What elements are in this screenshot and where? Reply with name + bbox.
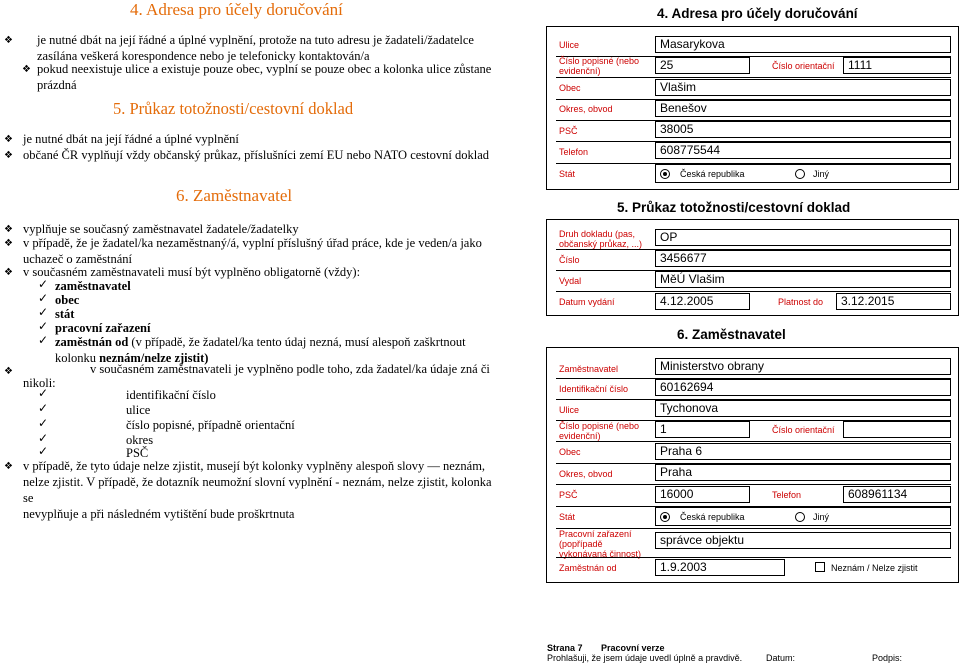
check-icon: ✓ (38, 333, 49, 347)
psc-field[interactable]: 38005 (655, 121, 951, 138)
co6-label: Číslo orientační (772, 425, 835, 435)
cp-label: Číslo popisné (nebo evidenční) (559, 56, 640, 76)
stat-cz-label: Česká republika (680, 169, 745, 179)
bullet-icon: ❖ (4, 35, 13, 46)
check-icon: ✓ (38, 305, 49, 319)
row-divider (556, 557, 951, 558)
stat-label: Stát (559, 169, 576, 179)
okres-field[interactable]: Benešov (655, 100, 951, 117)
check-icon: ✓ (38, 291, 49, 305)
footer-version: Pracovní verze (601, 643, 665, 653)
datum-vydani-field[interactable]: 4.12.2005 (655, 293, 750, 310)
obec-field[interactable]: Vlašim (655, 79, 951, 96)
bullet-icon: ❖ (4, 134, 13, 145)
opt-item-1: identifikační číslo (126, 388, 216, 402)
check-icon: ✓ (38, 277, 49, 291)
stat-other-label: Jiný (813, 169, 830, 179)
vydal-label: Vydal (559, 276, 582, 286)
opt-item-4: okres (126, 433, 154, 447)
bullet-icon: ❖ (4, 267, 13, 278)
footer-signature: Podpis: (872, 653, 903, 663)
psc6-field[interactable]: 16000 (655, 486, 750, 503)
opt-item-2: ulice (126, 403, 151, 417)
druh-field[interactable]: OP (655, 229, 951, 246)
telefon-field[interactable]: 608775544 (655, 142, 951, 159)
bullet-icon: ❖ (4, 461, 13, 472)
s6-bullet-1: vyplňuje se současný zaměstnavatel žadatele/žadatelky (23, 222, 299, 236)
radio-other-country[interactable] (795, 169, 805, 179)
s6-bullet-3: v současném zaměstnavateli musí být vyplněno obligatorně (vždy): (23, 265, 361, 279)
stat6-other-label: Jiný (813, 512, 830, 522)
s6-bullet-4: v současném zaměstnavateli je vyplněno podle toho, zda žadatel/ka údaje zná či (90, 362, 490, 376)
req-item-1: zaměstnavatel (55, 279, 131, 293)
obec6-label: Obec (559, 447, 581, 457)
cp6-label: Číslo popisné (nebo evidenční) (559, 421, 640, 441)
stat6-label: Stát (559, 512, 576, 522)
prac-label: Pracovní zařazení (popřípadě vykonávaná činnost) (559, 529, 642, 559)
cislo-label: Číslo (559, 255, 580, 265)
co-field[interactable]: 1111 (843, 57, 951, 74)
cp6-field[interactable]: 1 (655, 421, 750, 438)
psc6-label: PSČ (559, 490, 578, 500)
ulice-label: Ulice (559, 40, 580, 50)
bullet-icon: ❖ (4, 366, 13, 377)
zamod-label: Zaměstnán od (559, 563, 617, 573)
ulice-field[interactable]: Masarykova (655, 36, 951, 53)
check-icon: ✓ (38, 416, 49, 430)
s6-bullet-5: v případě, že tyto údaje nelze zjistit, musejí být kolonky vyplněny alespoň slovy — neznám, nelze zjistit. V případě, že dotazník neumožní slovní vyplnění - neznám, nelze zjistit, kolonka se nevyplňuje a při následném vytištění bude proškrtnuta (23, 459, 492, 521)
req-item-4: pracovní zařazení (55, 321, 151, 335)
telefon-label: Telefon (559, 147, 589, 157)
zamod-field[interactable]: 1.9.2003 (655, 559, 785, 576)
s6-bullet-4b: nikoli: (23, 376, 56, 390)
tel6-label: Telefon (772, 490, 802, 500)
section-5-heading: 5. Průkaz totožnosti/cestovní doklad (113, 99, 354, 118)
row-divider (556, 484, 951, 485)
ic-field[interactable]: 60162694 (655, 379, 951, 396)
tel6-field[interactable]: 608961134 (843, 486, 951, 503)
check-icon: ✓ (38, 444, 49, 458)
okres6-label: Okres, obvod (559, 469, 613, 479)
radio-czech-republic[interactable] (660, 169, 670, 179)
section-6-heading: 6. Zaměstnavatel (176, 186, 293, 205)
row-divider (556, 441, 951, 442)
req-item-5: zaměstnán od (v případě, že žadatel/ka tento údaj nezná, musí alespoň zaškrtnout kolonku neznám/nelze zjistit) (55, 335, 466, 365)
obec6-field[interactable]: Praha 6 (655, 443, 951, 460)
footer-page: Strana 7 (547, 643, 583, 653)
s4-bullet-1: je nutné dbát na její řádné a úplné vyplnění, protože na tuto adresu je žadateli/žadatelce zasílána veškerá korespondence nebo je telefonicky kontaktován/a (37, 33, 474, 63)
s5-bullet-2: občané ČR vyplňují vždy občanský průkaz, příslušníci zemí EU nebo NATO cestovní doklad (23, 148, 489, 162)
vydal-field[interactable]: MěÚ Vlašim (655, 271, 951, 288)
okres6-field[interactable]: Praha (655, 464, 951, 481)
datum-vydani-label: Datum vydání (559, 297, 615, 307)
radio-czech-republic-6[interactable] (660, 512, 670, 522)
druh-label: Druh dokladu (pas, občanský průkaz, ...) (559, 229, 643, 249)
check-icon: ✓ (38, 431, 49, 445)
platnost-field[interactable]: 3.12.2015 (836, 293, 951, 310)
cp-field[interactable]: 25 (655, 57, 750, 74)
unknown-checkbox[interactable] (815, 562, 825, 572)
co6-field[interactable] (843, 421, 951, 438)
ulice6-field[interactable]: Tychonova (655, 400, 951, 417)
platnost-label: Platnost do (778, 297, 824, 307)
opt-item-5: PSČ (126, 446, 149, 460)
footer-declaration: Prohlašuji, že jsem údaje uvedl úplně a pravdivě. (547, 653, 743, 663)
row-divider (556, 291, 951, 292)
check-icon: ✓ (38, 401, 49, 415)
req-item-3: stát (55, 307, 75, 321)
bullet-icon: ❖ (4, 150, 13, 161)
row-divider (556, 77, 951, 78)
ulice6-label: Ulice (559, 405, 580, 415)
bullet-icon: ❖ (4, 238, 13, 249)
form-section-4-heading: 4. Adresa pro účely doručování (657, 6, 858, 21)
prac-field[interactable]: správce objektu (655, 532, 951, 549)
ic-label: Identifikační číslo (559, 384, 629, 394)
unknown-label: Neznám / Nelze zjistit (831, 563, 918, 573)
okres-label: Okres, obvod (559, 104, 613, 114)
obec-label: Obec (559, 83, 581, 93)
s4-bullet-2: pokud neexistuje ulice a existuje pouze obec, vyplní se pouze obec a kolonka ulice zůstane prázdná (37, 62, 492, 92)
stat6-cz-label: Česká republika (680, 512, 745, 522)
footer-date: Datum: (766, 653, 796, 663)
bullet-icon: ❖ (4, 224, 13, 235)
co-label: Číslo orientační (772, 61, 835, 71)
form-section-5-heading: 5. Průkaz totožnosti/cestovní doklad (617, 200, 851, 215)
cislo-field[interactable]: 3456677 (655, 250, 951, 267)
form-section-6-heading: 6. Zaměstnavatel (677, 327, 786, 342)
check-icon: ✓ (38, 386, 49, 400)
radio-other-country-6[interactable] (795, 512, 805, 522)
psc-label: PSČ (559, 126, 578, 136)
check-icon: ✓ (38, 319, 49, 333)
zamestnavatel-field[interactable]: Ministerstvo obrany (655, 358, 951, 375)
req-item-2: obec (55, 293, 80, 307)
section-4-heading: 4. Adresa pro účely doručování (130, 0, 343, 19)
s5-bullet-1: je nutné dbát na její řádné a úplné vyplnění (23, 132, 239, 146)
zamestnavatel-label: Zaměstnavatel (559, 364, 619, 374)
s6-bullet-2: v případě, že je žadatel/ka nezaměstnaný/á, vyplní příslušný úřad práce, kde je veden/a jako uchazeč o zaměstnání (23, 236, 482, 266)
bullet-icon: ❖ (22, 64, 31, 75)
opt-item-3: číslo popisné, případně orientační (126, 418, 295, 432)
